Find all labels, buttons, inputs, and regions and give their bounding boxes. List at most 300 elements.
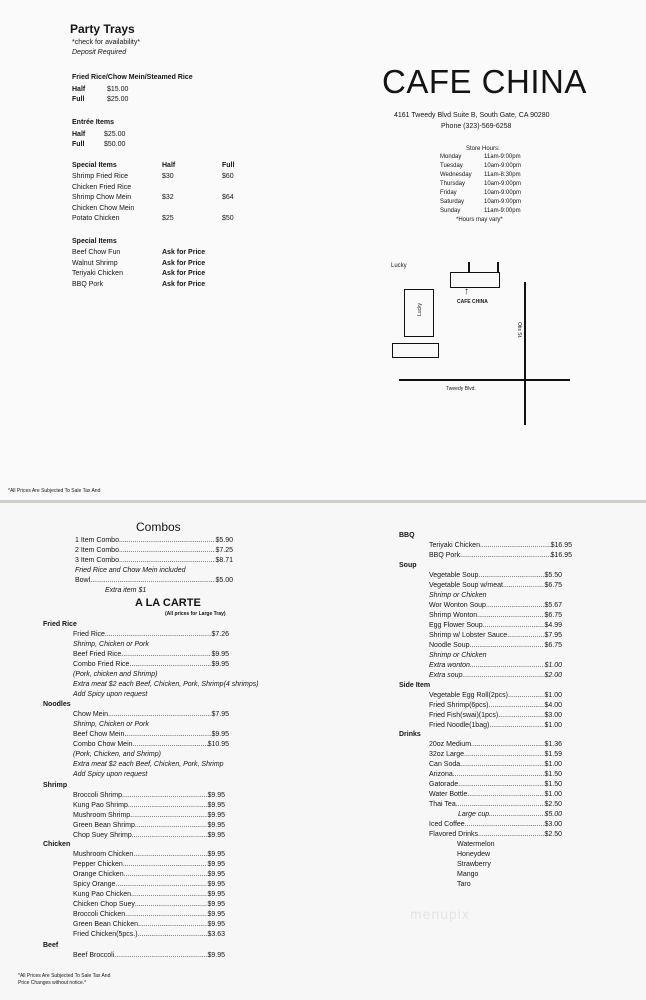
- menu-item-price: $9.95: [207, 921, 225, 929]
- restaurant-phone: Phone (323)-569-6258: [441, 123, 512, 130]
- menu-item-price: $16.95: [550, 542, 572, 549]
- menu-item-price: $2.50: [544, 831, 562, 838]
- bbq-heading: BBQ: [399, 532, 415, 539]
- menu-item-row: [73, 801, 225, 811]
- menu-item-row: [73, 660, 229, 670]
- special-item-name: BBQ Pork: [72, 280, 104, 288]
- menu-item-name: Fried Fish(swai)(1pcs): [429, 712, 499, 719]
- menu-item-row: [73, 951, 225, 961]
- special-item-half-price: $32: [162, 194, 174, 201]
- menu-item-name: Kung Pao Chicken: [73, 891, 131, 899]
- hours-vary-note: *Hours may vary*: [456, 217, 503, 223]
- leader-dots: [135, 821, 208, 831]
- leader-dots: [508, 691, 544, 701]
- menu-item-name: Fried Noodle(1bag): [429, 722, 490, 729]
- special-item-half-price: $30: [162, 173, 174, 180]
- soup-heading: Soup: [399, 562, 417, 569]
- leader-dots: [114, 951, 207, 961]
- leader-dots: [129, 660, 211, 670]
- menu-item-name: Chop Suey Shrimp: [73, 832, 132, 840]
- menu-item-note: Shrimp or Chicken: [429, 592, 487, 599]
- menu-item-price: $5.67: [544, 602, 562, 609]
- leader-dots: [480, 541, 551, 551]
- hours-time: 10am-9:00pm: [484, 199, 522, 205]
- menu-item-row: [429, 571, 562, 581]
- menu-item-row: [73, 880, 225, 890]
- menu-item-price: $7.26: [211, 631, 229, 639]
- bowl-row: [75, 576, 233, 586]
- flavor-option: Watermelon: [457, 841, 495, 848]
- drinks-heading: Drinks: [399, 731, 421, 738]
- menu-item-name: Green Bean Shrimp: [73, 822, 135, 830]
- half-column-header: Half: [162, 162, 176, 169]
- hours-day: Wednesday: [440, 172, 472, 178]
- leader-dots: [498, 711, 544, 721]
- menu-item-name: Thai Tea: [429, 801, 456, 808]
- menu-item-row: [429, 760, 562, 770]
- menu-item-price: $9.95: [211, 661, 229, 669]
- leader-dots: [125, 910, 207, 920]
- ask-for-price: Ask for Price: [162, 249, 206, 256]
- menu-item-note: Shrimp or Chicken: [429, 652, 487, 659]
- menu-item-price: $2.00: [544, 672, 562, 679]
- menu-item-row: [429, 691, 562, 701]
- fried-rice-tray-label: Half: [72, 86, 86, 93]
- menu-item-row: [429, 581, 562, 591]
- menu-item-row: [73, 791, 225, 801]
- menu-item-price: $5.00: [544, 811, 562, 818]
- hours-day: Monday: [440, 154, 462, 160]
- hours-time: 11am-9:00pm: [484, 154, 521, 160]
- menu-item-price: $1.50: [544, 771, 562, 778]
- menu-item-name: Vegetable Soup: [429, 572, 479, 579]
- chicken-heading: Chicken: [43, 841, 71, 848]
- menu-item-name: Broccoli Shrimp: [73, 792, 123, 800]
- menu-item-name: Beef Chow Mein: [73, 731, 125, 739]
- menu-item-name: Chow Mein: [73, 711, 109, 719]
- menu-item-price: $9.95: [207, 812, 225, 820]
- combos-title: Combos: [136, 520, 181, 534]
- menu-item-price: $7.95: [211, 711, 229, 719]
- menu-item-price: $5.00: [215, 577, 233, 584]
- fried-rice-tray-label: Full: [72, 96, 85, 103]
- menu-item-name: Chicken Chop Suey: [73, 901, 135, 909]
- menu-item-row: [429, 721, 562, 731]
- menu-item-name: 32oz Large: [429, 751, 465, 758]
- menu-item-price: $3.00: [544, 712, 562, 719]
- leader-dots: [128, 801, 208, 811]
- menu-item-name: Broccoli Chicken: [73, 911, 126, 919]
- special-item-name: Shrimp Chow Mein: [72, 194, 132, 201]
- menu-item-name: 3 Item Combo: [75, 557, 119, 564]
- menu-item-price: $1.36: [544, 741, 562, 748]
- leader-dots: [460, 551, 550, 561]
- menu-item-price: $7.95: [544, 632, 562, 639]
- leader-dots: [462, 671, 544, 681]
- hours-time: 11am-9:00pm: [484, 208, 521, 214]
- menu-item-price: $9.95: [207, 881, 225, 889]
- leader-dots: [119, 556, 216, 566]
- entree-tray-heading: Entrée Items: [72, 119, 115, 126]
- cafe-building-tick-right: [497, 262, 499, 272]
- leader-dots: [130, 811, 207, 821]
- menu-item-price: $1.00: [544, 761, 562, 768]
- menu-item-name: Pepper Chicken: [73, 861, 123, 869]
- menu-item-name: Water Bottle: [429, 791, 468, 798]
- beef-heading: Beef: [43, 942, 59, 949]
- leader-dots: [489, 701, 545, 711]
- menu-item-row: [73, 831, 225, 841]
- menu-item-name: Vegetable Soup w/meat: [429, 582, 503, 589]
- leader-dots: [471, 740, 544, 750]
- menu-item-price: $1.00: [544, 692, 562, 699]
- hours-day: Sunday: [440, 208, 461, 214]
- menu-item-row: [73, 890, 225, 900]
- leader-dots: [478, 571, 544, 581]
- menu-item-row: [429, 830, 562, 840]
- a-la-carte-subtitle: (All prices for Large Tray): [165, 611, 226, 617]
- leader-dots: [460, 760, 544, 770]
- menu-item-row: [429, 770, 562, 780]
- menu-item-price: $5.50: [544, 572, 562, 579]
- menu-item-row: [429, 541, 572, 551]
- tweedy-blvd-label: Tweedy Blvd.: [446, 386, 476, 392]
- menu-item-price: $9.95: [211, 731, 229, 739]
- menu-item-row: [429, 820, 562, 830]
- store-hours-title: Store Hours:: [466, 146, 500, 152]
- menu-item-name: Vegetable Egg Roll(2pcs): [429, 692, 508, 699]
- hours-time: 11am-8:30pm: [484, 172, 521, 178]
- leader-dots: [119, 536, 216, 546]
- menu-item-name: Combo Fried Rice: [73, 661, 130, 669]
- menu-item-name: Noodle Soup: [429, 642, 470, 649]
- menu-item-note: Shrimp, Chicken or Pork: [73, 641, 149, 649]
- special-items-heading: Special Items: [72, 162, 117, 169]
- leader-dots: [470, 661, 545, 671]
- leader-dots: [478, 830, 544, 840]
- entree-tray-label: Half: [72, 131, 86, 138]
- menu-item-name: Kung Pao Shrimp: [73, 802, 128, 810]
- fried-rice-tray-price: $25.00: [107, 96, 129, 103]
- leader-dots: [121, 650, 211, 660]
- menu-item-row: [429, 621, 562, 631]
- menu-item-price: $1.00: [544, 722, 562, 729]
- menu-item-row: [73, 821, 225, 831]
- menu-item-price: $5.90: [215, 537, 233, 544]
- menu-item-row: [429, 790, 562, 800]
- entree-tray-price: $50.00: [104, 141, 126, 148]
- menu-item-row: [429, 631, 562, 641]
- leader-dots: [477, 611, 544, 621]
- menu-item-price: $2.50: [544, 801, 562, 808]
- leader-dots: [483, 621, 545, 631]
- hours-day: Tuesday: [440, 163, 463, 169]
- hours-time: 10am-9:00pm: [484, 181, 522, 187]
- menu-item-name: Gatorade: [429, 781, 459, 788]
- menu-item-row: [429, 671, 562, 681]
- special-item-name: Potato Chicken: [72, 215, 120, 222]
- noodles-heading: Noodles: [43, 701, 71, 708]
- special-item-name: Walnut Shrimp: [72, 259, 118, 267]
- leader-dots: [507, 631, 544, 641]
- hours-time: 10am-9:00pm: [484, 163, 522, 169]
- leader-dots: [90, 576, 215, 586]
- combo-row: [75, 556, 233, 566]
- tweedy-blvd-line: [399, 379, 570, 381]
- menu-item-row: [458, 810, 562, 820]
- menu-item-name: Arizona: [429, 771, 453, 778]
- leader-dots: [469, 641, 544, 651]
- leader-dots: [108, 710, 211, 720]
- menu-item-price: $8.71: [215, 557, 233, 564]
- cafe-china-map-label: CAFE CHINA: [457, 299, 488, 305]
- menu-item-row: [429, 780, 562, 790]
- flavor-option: Strawberry: [457, 861, 491, 868]
- leader-dots: [464, 750, 544, 760]
- menu-item-name: 2 Item Combo: [75, 547, 119, 554]
- leader-dots: [465, 820, 545, 830]
- menu-item-price: $1.50: [544, 781, 562, 788]
- bottom-tax-footnote-2: Price Changes without notice.*: [18, 980, 87, 986]
- menu-item-price: $9.95: [207, 911, 225, 919]
- leader-dots: [467, 790, 544, 800]
- flavor-option: Taro: [457, 881, 471, 888]
- deposit-note: Deposit Required: [72, 49, 127, 56]
- menu-item-price: $9.95: [207, 871, 225, 879]
- menu-item-note: Add Spicy upon request: [73, 691, 148, 699]
- up-arrow-icon: ↑: [464, 286, 469, 297]
- leader-dots: [489, 810, 544, 820]
- leader-dots: [138, 920, 207, 930]
- menu-item-row: [429, 601, 562, 611]
- leader-dots: [458, 780, 544, 790]
- special-item-full-price: $60: [222, 173, 234, 180]
- menu-item-price: $6.75: [544, 582, 562, 589]
- leader-dots: [486, 601, 545, 611]
- menu-item-price: $9.95: [207, 861, 225, 869]
- lucky-building-label: Lucky: [417, 302, 424, 317]
- menu-item-note: Add Spicy upon request: [73, 771, 148, 779]
- cafe-building-tick-left: [468, 262, 470, 272]
- menu-item-price: $9.95: [207, 901, 225, 909]
- entree-tray-label: Full: [72, 141, 85, 148]
- leader-dots: [119, 546, 216, 556]
- bottom-menu-page: [0, 503, 646, 1000]
- ask-for-price: Ask for Price: [162, 280, 206, 288]
- menu-item-row: [73, 930, 225, 940]
- menu-item-row: [429, 611, 562, 621]
- menu-item-price: $3.00: [544, 821, 562, 828]
- leader-dots: [456, 800, 545, 810]
- menu-item-name: Green Bean Chicken: [73, 921, 138, 929]
- special-item-name: Chicken Chow Mein: [72, 204, 135, 212]
- menu-item-name: Beef Fried Rice: [73, 651, 122, 659]
- menu-item-row: [73, 811, 225, 821]
- leader-dots: [133, 850, 207, 860]
- special-item-name: Shrimp Fried Rice: [72, 173, 129, 180]
- menu-item-note: Extra meat $2 each Beef, Chicken, Pork, Shrimp: [73, 761, 224, 769]
- leader-dots: [489, 721, 544, 731]
- menu-item-row: [429, 641, 562, 651]
- menu-item-row: [73, 650, 229, 660]
- menu-item-price: $10.95: [207, 741, 229, 749]
- top-tax-footnote: *All Prices Are Subjected To Sale Tax And: [8, 488, 101, 494]
- menu-item-price: $16.95: [550, 552, 572, 559]
- menu-item-name: Shrimp Wonton: [429, 612, 478, 619]
- menu-item-price: $4.99: [544, 622, 562, 629]
- lucky-top-label: Lucky: [391, 263, 407, 269]
- menu-item-row: [73, 730, 229, 740]
- menu-item-row: [73, 630, 229, 640]
- leader-dots: [115, 880, 207, 890]
- combo-row: [75, 546, 233, 556]
- menu-item-name: Spicy Orange: [73, 881, 116, 889]
- menu-item-row: [73, 870, 225, 880]
- menu-item-row: [429, 661, 562, 671]
- menu-item-name: Large cup: [458, 811, 490, 818]
- leader-dots: [132, 831, 208, 841]
- special-item-name: Teriyaki Chicken: [72, 270, 123, 277]
- fried-rice-tray-heading: Fried Rice/Chow Mein/Steamed Rice: [72, 74, 193, 81]
- menu-item-name: 1 Item Combo: [75, 537, 119, 544]
- menu-item-price: $6.75: [544, 642, 562, 649]
- fried-rice-tray-price: $15.00: [107, 86, 129, 93]
- leader-dots: [123, 860, 208, 870]
- menu-item-row: [73, 860, 225, 870]
- full-column-header: Full: [222, 162, 235, 169]
- restaurant-name: CAFE CHINA: [382, 63, 587, 100]
- menu-item-name: Beef Broccoli: [73, 952, 115, 960]
- hours-day: Friday: [440, 190, 457, 196]
- shrimp-heading: Shrimp: [43, 782, 68, 789]
- menu-item-price: $9.95: [207, 792, 225, 800]
- menu-item-name: Wor Wonton Soup: [429, 602, 486, 609]
- menu-item-price: $1.59: [544, 751, 562, 758]
- menu-item-row: [429, 701, 562, 711]
- menu-item-name: 20oz Medium: [429, 741, 472, 748]
- hours-day: Saturday: [440, 199, 465, 205]
- combo-row: [75, 536, 233, 546]
- party-trays-title: Party Trays: [70, 22, 135, 36]
- ask-for-price: Ask for Price: [162, 259, 206, 267]
- menu-item-name: Shrimp w/ Lobster Sauce: [429, 632, 508, 639]
- menu-item-price: $9.95: [207, 832, 225, 840]
- special-item-name: Chicken Fried Rice: [72, 183, 132, 191]
- menu-item-price: $4.00: [544, 702, 562, 709]
- menu-item-row: [429, 711, 562, 721]
- menu-item-row: [73, 910, 225, 920]
- leader-dots: [105, 630, 212, 640]
- menu-item-name: Orange Chicken: [73, 871, 124, 879]
- menu-item-price: $9.95: [207, 802, 225, 810]
- menu-item-price: $3.63: [207, 931, 225, 939]
- special-item-full-price: $64: [222, 194, 234, 201]
- leader-dots: [138, 930, 208, 940]
- menu-item-note: (Pork, chicken and Shrimp): [73, 671, 158, 679]
- menu-item-row: [73, 710, 229, 720]
- flavor-option: Honeydew: [457, 851, 491, 858]
- menu-item-name: Egg Flower Soup: [429, 622, 483, 629]
- a-la-carte-title: A LA CARTE: [135, 597, 201, 609]
- side-item-heading: Side Item: [399, 682, 431, 689]
- menu-item-price: $1.00: [544, 662, 562, 669]
- menu-item-row: [73, 850, 225, 860]
- otis-street-line: [524, 282, 526, 425]
- bottom-tax-footnote-1: *All Prices Are Subjected To Sale Tax And: [18, 973, 111, 979]
- special-item-full-price: $50: [222, 215, 234, 222]
- menu-item-price: $6.75: [544, 612, 562, 619]
- extra-item-note: Extra item $1: [105, 587, 147, 594]
- menu-item-name: Fried Chicken(5pcs.): [73, 931, 138, 939]
- menu-item-name: Teriyaki Chicken: [429, 542, 480, 549]
- menu-item-name: Fried Shrimp(6pcs): [429, 702, 489, 709]
- leader-dots: [124, 870, 208, 880]
- menu-item-name: BBQ Pork: [429, 552, 461, 559]
- menu-item-name: Flavored Drinks: [429, 831, 479, 838]
- menu-item-row: [73, 740, 229, 750]
- hours-day: Thursday: [440, 181, 466, 187]
- entree-tray-price: $25.00: [104, 131, 126, 138]
- leader-dots: [122, 791, 207, 801]
- menu-item-price: $9.95: [207, 822, 225, 830]
- menu-item-price: $7.25: [215, 547, 233, 554]
- menu-item-note: (Pork, Chicken, and Shrimp): [73, 751, 161, 759]
- menu-item-name: Extra soup: [429, 672, 463, 679]
- restaurant-address: 4161 Tweedy Blvd Suite B, South Gate, CA 90280: [394, 112, 550, 119]
- ask-for-price: Ask for Price: [162, 270, 206, 277]
- availability-note: *check for availability*: [72, 39, 141, 46]
- menu-item-price: $1.00: [544, 791, 562, 798]
- menu-item-note: Shrimp, Chicken or Pork: [73, 721, 149, 729]
- menu-item-name: Mushroom Shrimp: [73, 812, 131, 820]
- menu-item-price: $9.95: [207, 851, 225, 859]
- menu-item-row: [429, 750, 562, 760]
- menu-item-name: Bowl: [75, 577, 91, 584]
- menu-item-note: Extra meat $2 each Beef, Chicken, Pork, Shrimp(4 shrimps): [73, 681, 259, 689]
- menu-item-price: $9.95: [207, 891, 225, 899]
- special-items-heading-2: Special Items: [72, 238, 117, 245]
- combos-note: Fried Rice and Chow Mein included: [75, 567, 186, 574]
- menu-item-price: $9.95: [207, 952, 225, 960]
- leader-dots: [135, 900, 208, 910]
- leader-dots: [133, 740, 208, 750]
- fried-rice-heading: Fried Rice: [43, 621, 77, 628]
- menu-item-name: Fried Rice: [73, 631, 105, 639]
- menu-item-name: Mushroom Chicken: [73, 851, 134, 859]
- menu-item-row: [73, 920, 225, 930]
- menu-item-row: [429, 740, 562, 750]
- menu-item-name: Iced Coffee: [429, 821, 465, 828]
- menu-item-row: [429, 800, 562, 810]
- leader-dots: [453, 770, 545, 780]
- small-building: [392, 343, 439, 358]
- menu-item-name: Extra wonton: [429, 662, 470, 669]
- special-item-name: Beef Chow Fun: [72, 249, 121, 256]
- special-item-half-price: $25: [162, 215, 174, 222]
- menu-item-name: Combo Chow Mein: [73, 741, 133, 749]
- menupix-watermark: menupix: [410, 906, 470, 922]
- leader-dots: [503, 581, 545, 591]
- flavor-option: Mango: [457, 871, 479, 878]
- leader-dots: [131, 890, 207, 900]
- leader-dots: [124, 730, 211, 740]
- cafe-building: [450, 272, 500, 288]
- hours-time: 10am-9:00pm: [484, 190, 522, 196]
- menu-item-row: [73, 900, 225, 910]
- menu-item-row: [429, 551, 572, 561]
- otis-street-label: Otis St.: [516, 322, 522, 339]
- menu-item-name: Can Soda: [429, 761, 461, 768]
